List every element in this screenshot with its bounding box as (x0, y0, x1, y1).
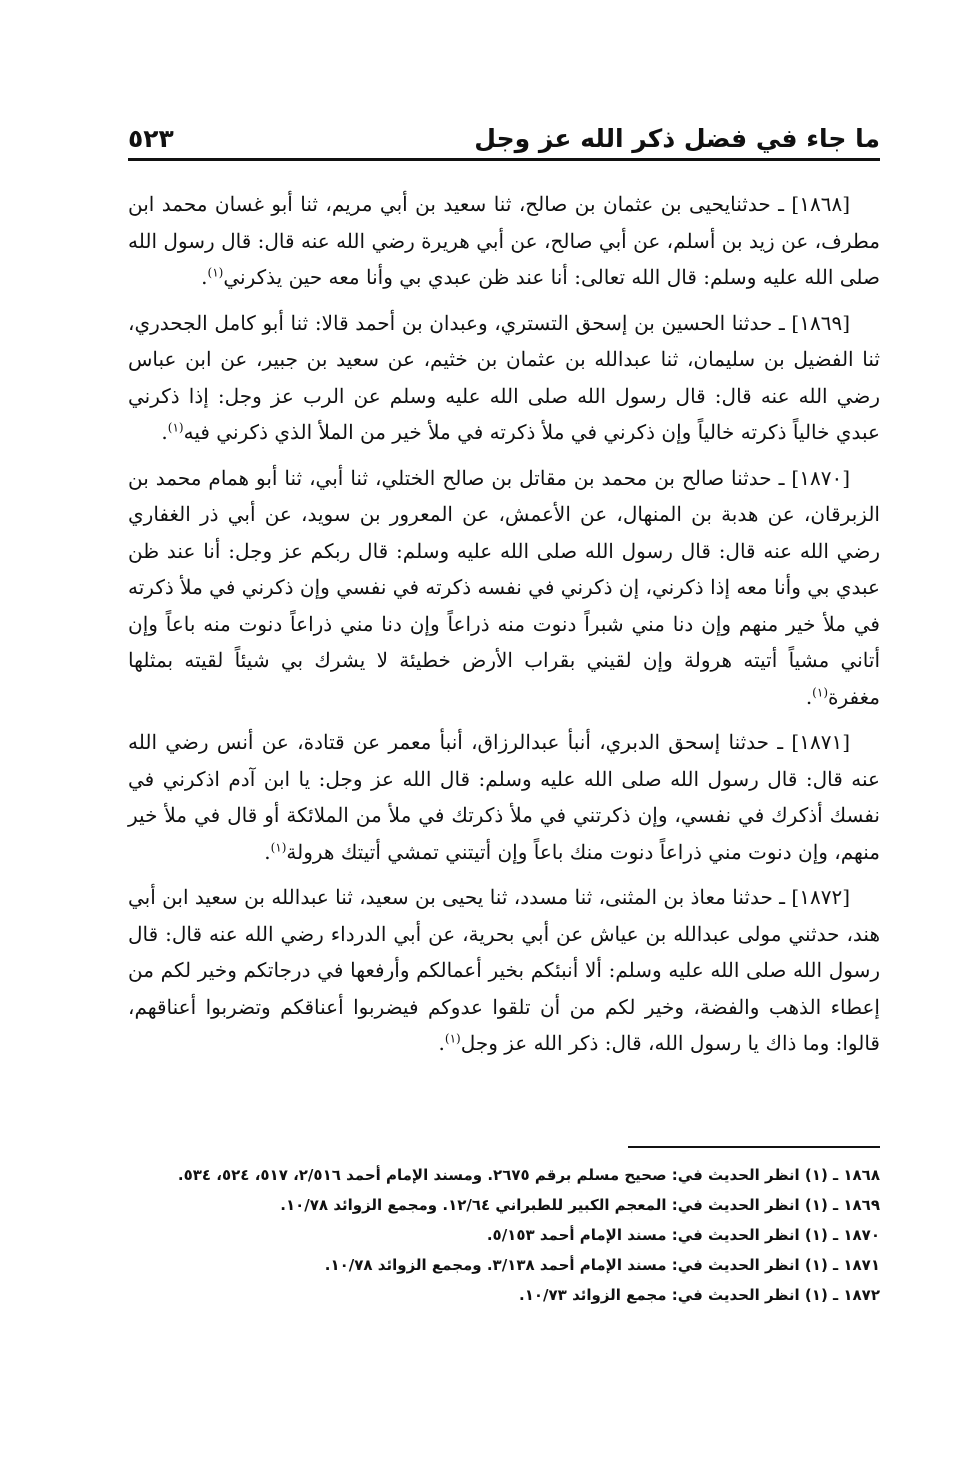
main-text (128, 186, 880, 1071)
chapter-title: ما جاء في فضل ذكر الله عز وجل (474, 124, 880, 153)
hadith-1869 (128, 305, 880, 451)
hadith-1872 (128, 879, 880, 1062)
footnote-1871: ١٨٧١ ـ (١) انظر الحديث في: مسند الإمام أحمد ٣/١٣٨. ومجمع الزوائد ١٠/٧٨. (324, 1256, 880, 1274)
footnote-marker: (١) (444, 1031, 461, 1046)
running-header (128, 118, 880, 158)
footnote-marker: (١) (207, 265, 224, 280)
hadith-end: . (201, 265, 208, 289)
hadith-end: . (264, 839, 271, 864)
footnote-divider (628, 1146, 880, 1148)
hadith-1868 (128, 186, 880, 296)
hadith-text: [١٨٦٨] ـ حدثنايحيى بن عثمان بن صالح، ثنا سعيد بن أبي مريم، ثنا أبو غسان محمد ابن مطرف، عن زيد بن أسلم، عن أبي صالح، عن أبي هريرة رضي الله عنه قال: قال رسول الله صلى الله عليه وسلم: قال الله تعالى: أنا عند ظن عبدي بي وأنا معه حين يذكرني (128, 192, 880, 289)
footnote-1869: ١٨٦٩ ـ (١) انظر الحديث في: المعجم الكبير للطبراني ١٢/٦٤. ومجمع الزوائد ١٠/٧٨. (280, 1196, 880, 1214)
hadith-end: . (438, 1031, 445, 1055)
hadith-text: [١٨٧٢] ـ حدثنا معاذ بن المثنى، ثنا مسدد، ثنا يحيى بن سعيد، ثنا عبدالله بن سعيد ابن أبي هند، حدثني مولى عبدالله بن عياش عن أبي بحرية، عن أبي الدرداء رضي الله عنه قال: قال رسول الله صلى الله عليه وسلم: ألا أنبئكم بخير أعمالكم وأرفعها في درجاتكم وخير لكم من إعطاء الذهب والفضة، وخير لكم من أن تلقوا عدوكم فيضربوا أعناقكم وتضربوا أعناقهم، قالوا: وما ذاك يا رسول الله، قال: ذكر الله عز وجل (128, 885, 880, 1055)
hadith-text: [١٨٧٠] ـ حدثنا صالح بن محمد بن مقاتل بن صالح الختلي، ثنا أبي، ثنا أبو همام محمد بن الزبرقان، عن هدبة بن المنهال، عن الأعمش، عن المعرور بن سويد، عن أبي ذر الغفاري رضي الله عنه قال: قال رسول الله صلى الله عليه وسلم: قال ربكم عز وجل: أنا عند ظن عبدي بي وأنا معه إذا ذكرني، إن ذكرني في نفسه ذكرته في نفسي وإن ذكرني في ملأ ذكرته في ملأ خير منهم وإن دنا مني شبراً دنوت منه ذراعاً وإن دنا مني ذراعاً دنوت منه باعاً وإن أتاني مشياً أتيته هرولة وإن لقيني بقراب الأرض خطيئة لا يشرك بي شيئاً لقيته بمثلها مغفرة (128, 465, 880, 709)
footnote-1870: ١٨٧٠ ـ (١) انظر الحديث في: مسند الإمام أحمد ٥/١٥٣. (486, 1226, 880, 1244)
hadith-end: . (805, 684, 813, 709)
hadith-text: [١٨٦٩] ـ حدثنا الحسين بن إسحق التستري، وعبدان بن أحمد قالا: ثنا أبو كامل الجحدري، ثنا الفضيل بن سليمان، ثنا عبدالله بن عثمان بن خثيم، عن سعيد بن جبير، عن ابن عباس رضي الله عنه قال: قال رسول الله صلى الله عليه وسلم عن الرب عز وجل: إذا ذكرني عبدي خالياً ذكرته خالياً وإن ذكرني في ملأ ذكرته في ملأ خير من الملأ الذي ذكرني فيه (128, 310, 880, 444)
hadith-end: . (161, 420, 168, 444)
footnote-1872: ١٨٧٢ ـ (١) انظر الحديث في: مجمع الزوائد ١٠/٧٣. (519, 1286, 880, 1304)
footnote-1868: ١٨٦٨ ـ (١) انظر الحديث في: صحيح مسلم برقم ٢٦٧٥. ومسند الإمام أحمد ٢/٥١٦، ٥١٧، ٥٢٤، ٥٣٤. (177, 1166, 880, 1184)
page-number: ٥٢٣ (128, 124, 174, 153)
footnote-marker: (١) (270, 839, 287, 854)
header-divider (128, 158, 880, 161)
footnotes (128, 1160, 880, 1310)
hadith-text: [١٨٧١] ـ حدثنا إسحق الدبري، أنبأ عبدالرزاق، أنبأ معمر عن قتادة، عن أنس رضي الله عنه قال: قال رسول الله صلى الله عليه وسلم: قال الله عز وجل: يا ابن آدم اذكرني في نفسك أذكرك في نفسي، وإن ذكرتني في ملأ ذكرتك في ملأ من الملائكة أو قال في ملأ خير منهم، وإن دنوت مني ذراعاً دنوت منك باعاً وإن أتيتني تمشي أتيتك هرولة (128, 730, 880, 864)
footnote-marker: (١) (167, 420, 184, 435)
hadith-1871 (128, 724, 880, 870)
hadith-1870 (128, 460, 880, 716)
footnote-marker: (١) (812, 684, 828, 699)
